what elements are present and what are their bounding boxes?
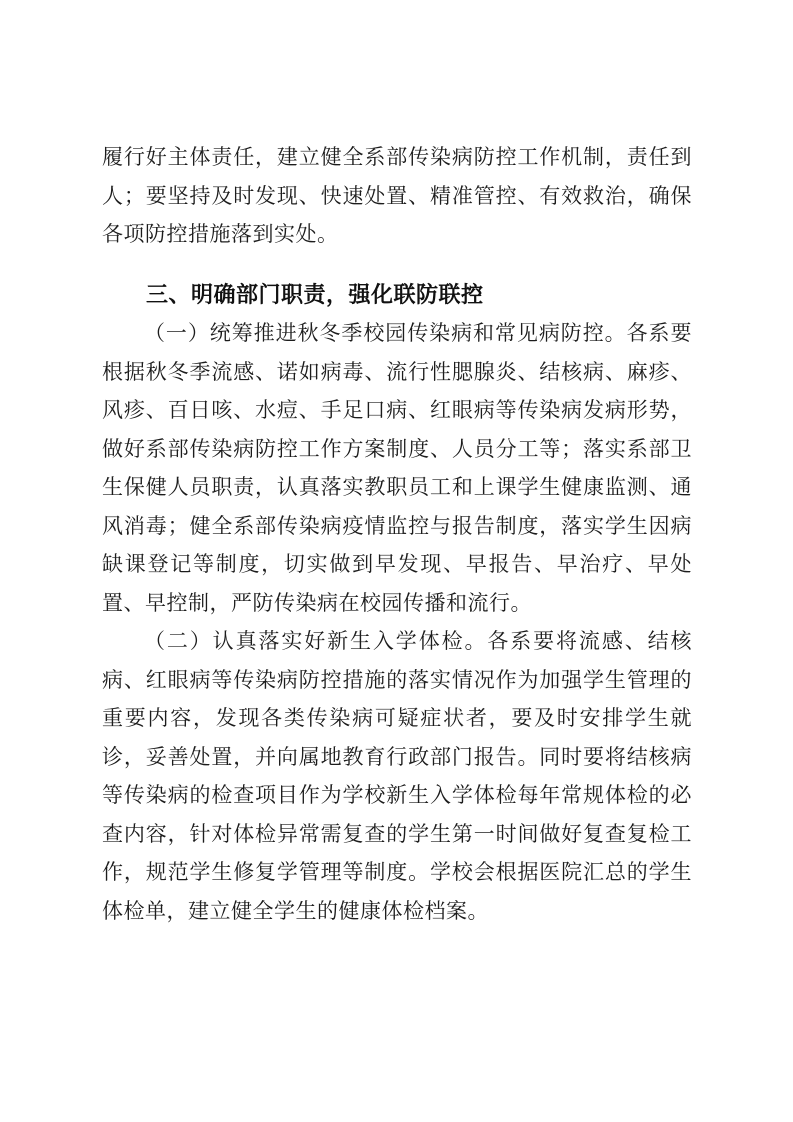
paragraph-item-two: （二）认真落实好新生入学体检。各系要将流感、结核病、红眼病等传染病防控措施的落实情况作为加强学生管理的重要内容，发现各类传染病可疑症状者，要及时安排学生就诊，妥善处置，并向属地教育行政部门报告。同时要将结核病等传染病的检查项目作为学校新生入学体检每年常规体检的必查内容，针对体检异常需复查的学生第一时间做好复查复检工作，规范学生修复学管理等制度。学校会根据医院汇总的学生体检单，建立健全学生的健康体检档案。 <box>102 629 692 923</box>
paragraph-item-one: （一）统筹推进秋冬季校园传染病和常见病防控。各系要根据秋冬季流感、诺如病毒、流行性腮腺炎、结核病、麻疹、风疹、百日咳、水痘、手足口病、红眼病等传染病发病形势，做好系部传染病防控工作方案制度、人员分工等；落实系部卫生保健人员职责，认真落实教职员工和上课学生健康监测、通风消毒；健全系部传染病疫情监控与报告制度，落实学生因病缺课登记等制度，切实做到早发现、早报告、早治疗、早处置、早控制，严防传染病在校园传播和流行。 <box>102 321 692 615</box>
section-heading: 三、明确部门职责，强化联防联控 <box>146 281 484 307</box>
paragraph-continuation: 履行好主体责任，建立健全系部传染病防控工作机制，责任到人；要坚持及时发现、快速处置、精准管控、有效救治，确保各项防控措施落到实处。 <box>102 145 692 246</box>
document-content <box>102 138 692 930</box>
